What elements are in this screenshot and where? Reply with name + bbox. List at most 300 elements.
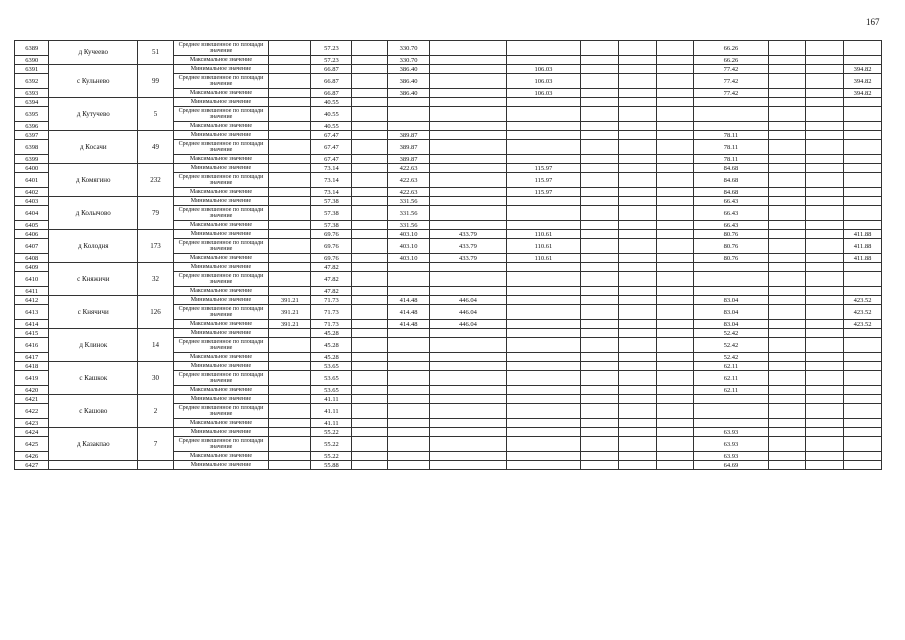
row-number-cell: 6421 <box>15 395 49 404</box>
value-cell: 52.42 <box>694 329 768 338</box>
value-cell <box>352 338 388 353</box>
row-number-cell: 6405 <box>15 221 49 230</box>
value-cell <box>581 437 619 452</box>
settlement-name-cell: д Колычово <box>49 197 138 230</box>
row-number-cell: 6406 <box>15 230 49 239</box>
value-cell <box>656 239 694 254</box>
value-cell: 446.04 <box>430 320 507 329</box>
value-cell <box>768 263 806 272</box>
value-cell <box>618 461 656 470</box>
value-cell <box>506 320 580 329</box>
value-cell: 106.03 <box>506 65 580 74</box>
value-cell <box>352 98 388 107</box>
value-cell <box>806 404 844 419</box>
value-cell <box>844 362 882 371</box>
value-type-cell: Среднее взвешенное по площади значение <box>173 206 268 221</box>
value-cell <box>656 164 694 173</box>
value-cell <box>618 386 656 395</box>
value-type-cell: Минимальное значение <box>173 164 268 173</box>
value-cell <box>618 437 656 452</box>
value-cell <box>269 239 311 254</box>
value-cell <box>656 140 694 155</box>
value-cell <box>768 41 806 56</box>
row-number-cell: 6391 <box>15 65 49 74</box>
value-cell: 106.03 <box>506 74 580 89</box>
value-cell <box>694 98 768 107</box>
value-type-cell: Минимальное значение <box>173 197 268 206</box>
value-cell <box>581 221 619 230</box>
row-number-cell: 6424 <box>15 428 49 437</box>
value-cell: 433.79 <box>430 230 507 239</box>
value-cell: 115.97 <box>506 173 580 188</box>
value-type-cell: Среднее взвешенное по площади значение <box>173 437 268 452</box>
value-cell <box>269 353 311 362</box>
value-cell <box>768 272 806 287</box>
settlement-name-cell: с Кашкок <box>49 362 138 395</box>
value-cell <box>352 206 388 221</box>
value-type-cell: Среднее взвешенное по площади значение <box>173 239 268 254</box>
settlement-name-cell: д Колодня <box>49 230 138 263</box>
value-cell: 110.61 <box>506 230 580 239</box>
value-cell <box>768 371 806 386</box>
value-cell: 69.76 <box>311 254 352 263</box>
value-cell <box>269 74 311 89</box>
value-cell <box>506 272 580 287</box>
row-number-cell: 6412 <box>15 296 49 305</box>
value-type-cell: Среднее взвешенное по площади значение <box>173 371 268 386</box>
row-number-cell: 6403 <box>15 197 49 206</box>
value-cell <box>581 338 619 353</box>
settlement-name-cell <box>49 461 138 470</box>
value-cell <box>352 329 388 338</box>
value-cell <box>768 254 806 263</box>
value-cell: 106.03 <box>506 89 580 98</box>
settlement-count-cell: 232 <box>138 164 174 197</box>
settlement-name-cell: с Кульнево <box>49 65 138 98</box>
value-cell <box>430 206 507 221</box>
value-cell <box>618 188 656 197</box>
value-cell <box>806 122 844 131</box>
value-cell: 411.88 <box>844 230 882 239</box>
value-cell: 67.47 <box>311 155 352 164</box>
value-cell <box>768 320 806 329</box>
value-type-cell: Среднее взвешенное по площади значение <box>173 41 268 56</box>
value-cell: 80.76 <box>694 239 768 254</box>
value-cell <box>581 164 619 173</box>
value-type-cell: Минимальное значение <box>173 131 268 140</box>
table-row <box>15 197 882 206</box>
value-cell <box>768 437 806 452</box>
value-cell <box>656 107 694 122</box>
value-cell: 422.63 <box>387 188 429 197</box>
value-cell <box>352 221 388 230</box>
value-cell <box>506 386 580 395</box>
value-cell <box>618 371 656 386</box>
value-cell <box>352 263 388 272</box>
value-cell <box>269 404 311 419</box>
value-type-cell: Минимальное значение <box>173 230 268 239</box>
value-cell <box>656 329 694 338</box>
value-cell <box>844 206 882 221</box>
value-cell <box>768 287 806 296</box>
value-cell: 66.43 <box>694 197 768 206</box>
value-cell <box>352 296 388 305</box>
value-cell <box>618 131 656 140</box>
value-cell <box>352 74 388 89</box>
value-cell <box>806 263 844 272</box>
value-cell: 63.93 <box>694 437 768 452</box>
value-cell <box>506 296 580 305</box>
value-cell <box>581 461 619 470</box>
value-cell: 40.55 <box>311 122 352 131</box>
value-cell: 422.63 <box>387 173 429 188</box>
value-cell <box>352 164 388 173</box>
value-cell <box>387 461 429 470</box>
value-cell <box>387 98 429 107</box>
value-cell: 414.48 <box>387 296 429 305</box>
value-cell <box>430 41 507 56</box>
value-cell: 414.48 <box>387 320 429 329</box>
value-cell: 55.22 <box>311 428 352 437</box>
value-cell <box>269 197 311 206</box>
value-cell <box>768 452 806 461</box>
settlement-count-cell: 5 <box>138 98 174 131</box>
value-cell <box>768 386 806 395</box>
value-cell <box>768 239 806 254</box>
value-cell <box>806 41 844 56</box>
value-cell <box>430 173 507 188</box>
value-cell <box>506 395 580 404</box>
value-cell: 69.76 <box>311 239 352 254</box>
value-cell: 47.82 <box>311 263 352 272</box>
value-cell: 110.61 <box>506 239 580 254</box>
row-number-cell: 6417 <box>15 353 49 362</box>
value-cell <box>806 353 844 362</box>
table-row <box>15 131 882 140</box>
value-cell <box>430 428 507 437</box>
settlement-count-cell <box>138 461 174 470</box>
settlement-name-cell: д Косачи <box>49 131 138 164</box>
value-cell <box>768 74 806 89</box>
value-cell: 45.28 <box>311 353 352 362</box>
value-cell <box>506 131 580 140</box>
value-cell <box>844 188 882 197</box>
table-row <box>15 362 882 371</box>
value-cell: 77.42 <box>694 74 768 89</box>
value-cell <box>768 98 806 107</box>
value-cell <box>430 287 507 296</box>
value-cell <box>352 272 388 287</box>
value-cell <box>581 371 619 386</box>
value-cell: 389.87 <box>387 155 429 164</box>
row-number-cell: 6393 <box>15 89 49 98</box>
value-type-cell: Максимальное значение <box>173 452 268 461</box>
value-cell <box>844 428 882 437</box>
value-cell <box>806 65 844 74</box>
value-type-cell: Максимальное значение <box>173 221 268 230</box>
value-cell: 45.28 <box>311 338 352 353</box>
value-cell <box>806 230 844 239</box>
value-cell <box>694 122 768 131</box>
value-cell <box>387 419 429 428</box>
value-cell: 66.87 <box>311 89 352 98</box>
value-cell <box>506 197 580 206</box>
value-cell <box>768 107 806 122</box>
value-cell <box>844 164 882 173</box>
value-cell <box>352 419 388 428</box>
value-cell <box>806 329 844 338</box>
value-cell <box>656 173 694 188</box>
value-cell: 64.69 <box>694 461 768 470</box>
value-type-cell: Среднее взвешенное по площади значение <box>173 173 268 188</box>
value-type-cell: Минимальное значение <box>173 461 268 470</box>
value-cell <box>506 428 580 437</box>
value-cell: 446.04 <box>430 296 507 305</box>
value-cell: 403.10 <box>387 254 429 263</box>
value-cell <box>618 164 656 173</box>
row-number-cell: 6407 <box>15 239 49 254</box>
value-cell <box>387 353 429 362</box>
row-number-cell: 6413 <box>15 305 49 320</box>
value-cell <box>806 437 844 452</box>
value-cell: 57.23 <box>311 41 352 56</box>
value-cell: 77.42 <box>694 89 768 98</box>
value-cell: 71.73 <box>311 305 352 320</box>
value-cell <box>352 131 388 140</box>
value-cell <box>581 272 619 287</box>
value-type-cell: Минимальное значение <box>173 362 268 371</box>
value-cell: 55.88 <box>311 461 352 470</box>
value-cell <box>581 197 619 206</box>
value-cell: 433.79 <box>430 254 507 263</box>
value-cell <box>618 155 656 164</box>
value-cell <box>581 239 619 254</box>
value-cell <box>806 89 844 98</box>
value-cell <box>581 188 619 197</box>
row-number-cell: 6422 <box>15 404 49 419</box>
value-cell <box>694 107 768 122</box>
value-cell <box>269 272 311 287</box>
value-cell <box>269 362 311 371</box>
settlement-count-cell: 30 <box>138 362 174 395</box>
value-cell <box>269 65 311 74</box>
value-cell <box>768 428 806 437</box>
settlement-count-cell: 14 <box>138 329 174 362</box>
value-cell: 62.11 <box>694 362 768 371</box>
value-cell <box>806 206 844 221</box>
value-cell: 73.14 <box>311 188 352 197</box>
value-cell <box>618 254 656 263</box>
value-cell <box>269 188 311 197</box>
value-cell <box>694 272 768 287</box>
value-cell <box>506 437 580 452</box>
value-cell <box>768 122 806 131</box>
value-cell <box>806 173 844 188</box>
value-cell <box>656 254 694 263</box>
value-cell <box>618 296 656 305</box>
value-cell <box>269 329 311 338</box>
value-cell <box>618 98 656 107</box>
value-cell <box>844 221 882 230</box>
value-cell <box>506 98 580 107</box>
value-cell <box>581 404 619 419</box>
value-cell <box>844 107 882 122</box>
value-cell <box>618 320 656 329</box>
value-cell <box>844 41 882 56</box>
value-type-cell: Минимальное значение <box>173 428 268 437</box>
value-cell <box>768 173 806 188</box>
table-row <box>15 428 882 437</box>
value-cell: 391.21 <box>269 305 311 320</box>
value-cell <box>352 140 388 155</box>
value-cell: 330.70 <box>387 41 429 56</box>
value-cell: 391.21 <box>269 296 311 305</box>
value-cell <box>269 461 311 470</box>
value-cell <box>387 371 429 386</box>
value-cell <box>694 287 768 296</box>
value-cell <box>352 353 388 362</box>
value-cell <box>806 197 844 206</box>
value-cell <box>269 206 311 221</box>
value-cell <box>618 338 656 353</box>
value-cell <box>618 140 656 155</box>
value-cell: 414.48 <box>387 305 429 320</box>
value-cell: 73.14 <box>311 164 352 173</box>
table-row <box>15 164 882 173</box>
value-cell <box>387 122 429 131</box>
value-cell <box>656 155 694 164</box>
value-cell: 330.70 <box>387 56 429 65</box>
settlement-name-cell: д Казакпао <box>49 428 138 461</box>
value-cell <box>806 287 844 296</box>
value-cell: 389.87 <box>387 131 429 140</box>
value-cell <box>806 74 844 89</box>
value-cell <box>618 287 656 296</box>
value-cell <box>269 230 311 239</box>
value-cell <box>506 353 580 362</box>
value-cell <box>656 197 694 206</box>
value-cell <box>806 452 844 461</box>
value-cell <box>506 140 580 155</box>
value-cell: 57.38 <box>311 197 352 206</box>
table-row <box>15 395 882 404</box>
value-cell: 115.97 <box>506 188 580 197</box>
value-cell <box>430 74 507 89</box>
value-cell <box>844 452 882 461</box>
value-type-cell: Максимальное значение <box>173 419 268 428</box>
value-cell <box>806 305 844 320</box>
value-cell <box>618 197 656 206</box>
value-cell <box>581 254 619 263</box>
value-cell: 110.61 <box>506 254 580 263</box>
value-cell <box>581 329 619 338</box>
value-cell <box>352 428 388 437</box>
value-cell: 386.40 <box>387 65 429 74</box>
value-cell: 423.52 <box>844 320 882 329</box>
value-cell <box>768 65 806 74</box>
value-cell: 83.04 <box>694 296 768 305</box>
value-cell <box>768 197 806 206</box>
value-type-cell: Среднее взвешенное по площади значение <box>173 74 268 89</box>
value-cell <box>269 89 311 98</box>
value-cell <box>430 329 507 338</box>
value-cell <box>430 272 507 287</box>
value-cell <box>581 296 619 305</box>
value-cell <box>352 461 388 470</box>
value-cell <box>387 452 429 461</box>
value-cell <box>806 428 844 437</box>
value-cell <box>352 122 388 131</box>
value-cell <box>768 404 806 419</box>
value-cell <box>269 452 311 461</box>
value-cell: 57.38 <box>311 221 352 230</box>
value-cell <box>844 404 882 419</box>
value-cell <box>352 56 388 65</box>
value-cell <box>506 41 580 56</box>
value-cell: 73.14 <box>311 173 352 188</box>
value-cell: 411.88 <box>844 239 882 254</box>
value-cell: 84.68 <box>694 173 768 188</box>
value-cell <box>656 452 694 461</box>
value-cell <box>618 56 656 65</box>
value-cell <box>656 122 694 131</box>
settlement-count-cell: 99 <box>138 65 174 98</box>
value-cell <box>387 437 429 452</box>
value-cell <box>506 461 580 470</box>
table-row <box>15 98 882 107</box>
row-number-cell: 6396 <box>15 122 49 131</box>
value-cell <box>352 287 388 296</box>
value-cell <box>768 206 806 221</box>
value-cell <box>656 41 694 56</box>
value-cell <box>656 89 694 98</box>
value-cell <box>844 56 882 65</box>
settlement-name-cell: с Княчичи <box>49 296 138 329</box>
value-cell: 433.79 <box>430 239 507 254</box>
value-cell <box>430 155 507 164</box>
value-cell: 52.42 <box>694 338 768 353</box>
value-cell <box>430 131 507 140</box>
value-cell <box>656 230 694 239</box>
value-cell <box>844 386 882 395</box>
value-cell: 55.22 <box>311 452 352 461</box>
value-cell: 57.23 <box>311 56 352 65</box>
value-cell <box>506 338 580 353</box>
value-cell <box>618 329 656 338</box>
value-cell <box>269 155 311 164</box>
value-cell <box>506 122 580 131</box>
value-cell <box>430 188 507 197</box>
value-cell <box>618 107 656 122</box>
value-cell <box>768 188 806 197</box>
value-cell <box>618 419 656 428</box>
value-cell <box>269 122 311 131</box>
value-cell <box>581 230 619 239</box>
value-cell <box>656 371 694 386</box>
value-cell <box>581 419 619 428</box>
value-cell <box>768 362 806 371</box>
value-cell <box>806 371 844 386</box>
value-cell: 63.93 <box>694 452 768 461</box>
value-cell <box>581 263 619 272</box>
value-cell <box>806 98 844 107</box>
value-type-cell: Максимальное значение <box>173 386 268 395</box>
value-cell <box>618 74 656 89</box>
value-cell <box>844 338 882 353</box>
value-cell: 63.93 <box>694 428 768 437</box>
value-cell <box>806 239 844 254</box>
value-cell <box>656 461 694 470</box>
